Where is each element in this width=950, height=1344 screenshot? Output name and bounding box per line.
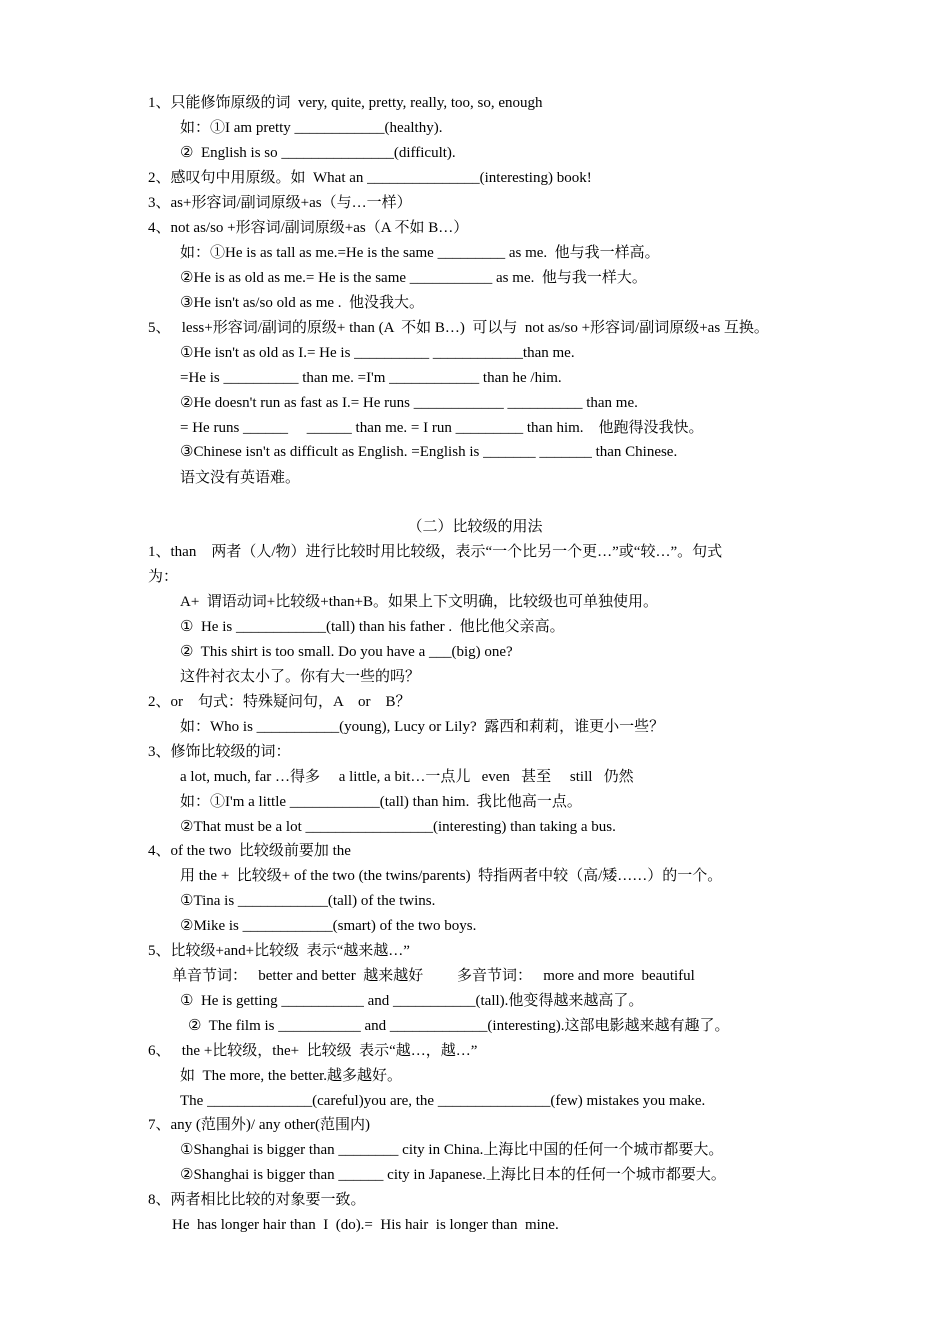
s2-item-3-ex-2: ②That must be a lot _________________(interesting) than taking a bus. <box>180 819 616 835</box>
s1-item-4-ex-1: 如：①He is as tall as me.=He is the same _________ as me. 他与我一样高。 <box>180 245 660 261</box>
s1-item-1-ex-2: ② English is so _______________(difficult). <box>180 145 456 161</box>
s1-item-5-ex-3: ③Chinese isn't as difficult as English. =English is _______ _______ than Chinese. <box>180 444 678 460</box>
s1-item-1-ex-1: 如：①I am pretty ____________(healthy). <box>180 120 443 136</box>
s2-item-2-ex: 如：Who is ___________(young), Lucy or Lily? 露西和莉莉，谁更小一些？ <box>180 719 665 735</box>
s1-item-5-ex-2b: = He runs ______ ______ than me. = I run _________ than him. 他跑得没我快。 <box>180 420 704 436</box>
s2-item-4-rule: 用 the + 比较级+ of the two (the twins/parents) 特指两者中较（高/矮……）的一个。 <box>180 868 723 884</box>
s2-item-4-ex-1: ①Tina is ____________(tall) of the twins. <box>180 893 436 909</box>
s2-item-4: 4、of the two 比较级前要加 the <box>148 843 351 859</box>
s2-item-1-ex-2: ② This shirt is too small. Do you have a ___(big) one? <box>180 644 513 660</box>
s2-item-3-ex-1: 如：①I'm a little ____________(tall) than him. 我比他高一点。 <box>180 794 582 810</box>
s1-item-5-ex-2: ②He doesn't run as fast as I.= He runs ____________ __________ than me. <box>180 395 638 411</box>
s1-item-3: 3、as+形容词/副词原级+as（与…一样） <box>148 195 412 211</box>
s1-item-5-ex-1b: =He is __________ than me. =I'm ____________ than he /him. <box>180 370 562 386</box>
s2-item-5-ex-1: ① He is getting ___________ and ___________(tall).他变得越来越高了。 <box>180 993 644 1009</box>
s2-item-2: 2、or 句式：特殊疑问句，A or B？ <box>148 694 411 710</box>
s2-item-8-ex: He has longer hair than I (do).= His hair is longer than mine. <box>172 1217 559 1233</box>
s2-item-1-cont: 为： <box>148 569 179 585</box>
s2-item-3-words: a lot, much, far …得多 a little, a bit…一点儿 even 甚至 still 仍然 <box>180 769 634 785</box>
s1-item-5-ex-1: ①He isn't as old as I.= He is __________ ____________than me. <box>180 345 575 361</box>
s1-item-4: 4、not as/so +形容词/副词原级+as（A 不如 B…） <box>148 220 469 236</box>
s2-item-5-words: 单音节词： better and better 越来越好 多音节词： more and more beautiful <box>172 968 695 984</box>
s2-item-6-ex: 如 The more, the better.越多越好。 <box>180 1068 403 1084</box>
s2-item-5-ex-2: ② The film is ___________ and _____________(interesting).这部电影越来越有趣了。 <box>188 1018 730 1034</box>
s2-item-6: 6、 the +比较级，the+ 比较级 表示“越…，越…” <box>148 1043 478 1059</box>
s2-item-5: 5、比较级+and+比较级 表示“越来越…” <box>148 943 410 959</box>
s2-item-7: 7、any (范围外)/ any other(范围内) <box>148 1117 371 1133</box>
s2-item-6-ex-2: The ______________(careful)you are, the _______________(few) mistakes you make. <box>180 1093 706 1109</box>
s1-item-4-ex-2: ②He is as old as me.= He is the same ___________ as me. 他与我一样大。 <box>180 270 647 286</box>
s1-item-5: 5、 less+形容词/副词的原级+ than (A 不如 B…) 可以与 not as/so +形容词/副词原级+as 互换。 <box>148 320 769 336</box>
s1-item-1: 1、只能修饰原级的词 very, quite, pretty, really, too, so, enough <box>148 95 543 111</box>
s2-item-8: 8、两者相比比较的对象要一致。 <box>148 1192 366 1208</box>
s2-item-1-rule: A+ 谓语动词+比较级+than+B。如果上下文明确，比较级也可单独使用。 <box>180 594 659 610</box>
section-title: （二）比较级的用法 <box>407 519 543 535</box>
s2-item-7-ex-1: ①Shanghai is bigger than ________ city in China.上海比中国的任何一个城市都要大。 <box>180 1142 724 1158</box>
s2-item-7-ex-2: ②Shanghai is bigger than ______ city in Japanese.上海比日本的任何一个城市都要大。 <box>180 1167 726 1183</box>
s2-item-1-ex-2b: 这件衬衣太小了。你有大一些的吗？ <box>180 669 421 685</box>
s1-item-5-ex-3b: 语文没有英语难。 <box>180 470 301 486</box>
s2-item-4-ex-2: ②Mike is ____________(smart) of the two boys. <box>180 918 477 934</box>
s1-item-2: 2、感叹句中用原级。如 What an _______________(interesting) book! <box>148 170 592 186</box>
s2-item-1-ex-1: ① He is ____________(tall) than his father . 他比他父亲高。 <box>180 619 565 635</box>
s1-item-4-ex-3: ③He isn't as/so old as me . 他没我大。 <box>180 295 425 311</box>
s2-item-1: 1、than 两者（人/物）进行比较时用比较级，表示“一个比另一个更…”或“较…”。句式 <box>148 544 723 560</box>
s2-item-3: 3、修饰比较级的词： <box>148 744 291 760</box>
